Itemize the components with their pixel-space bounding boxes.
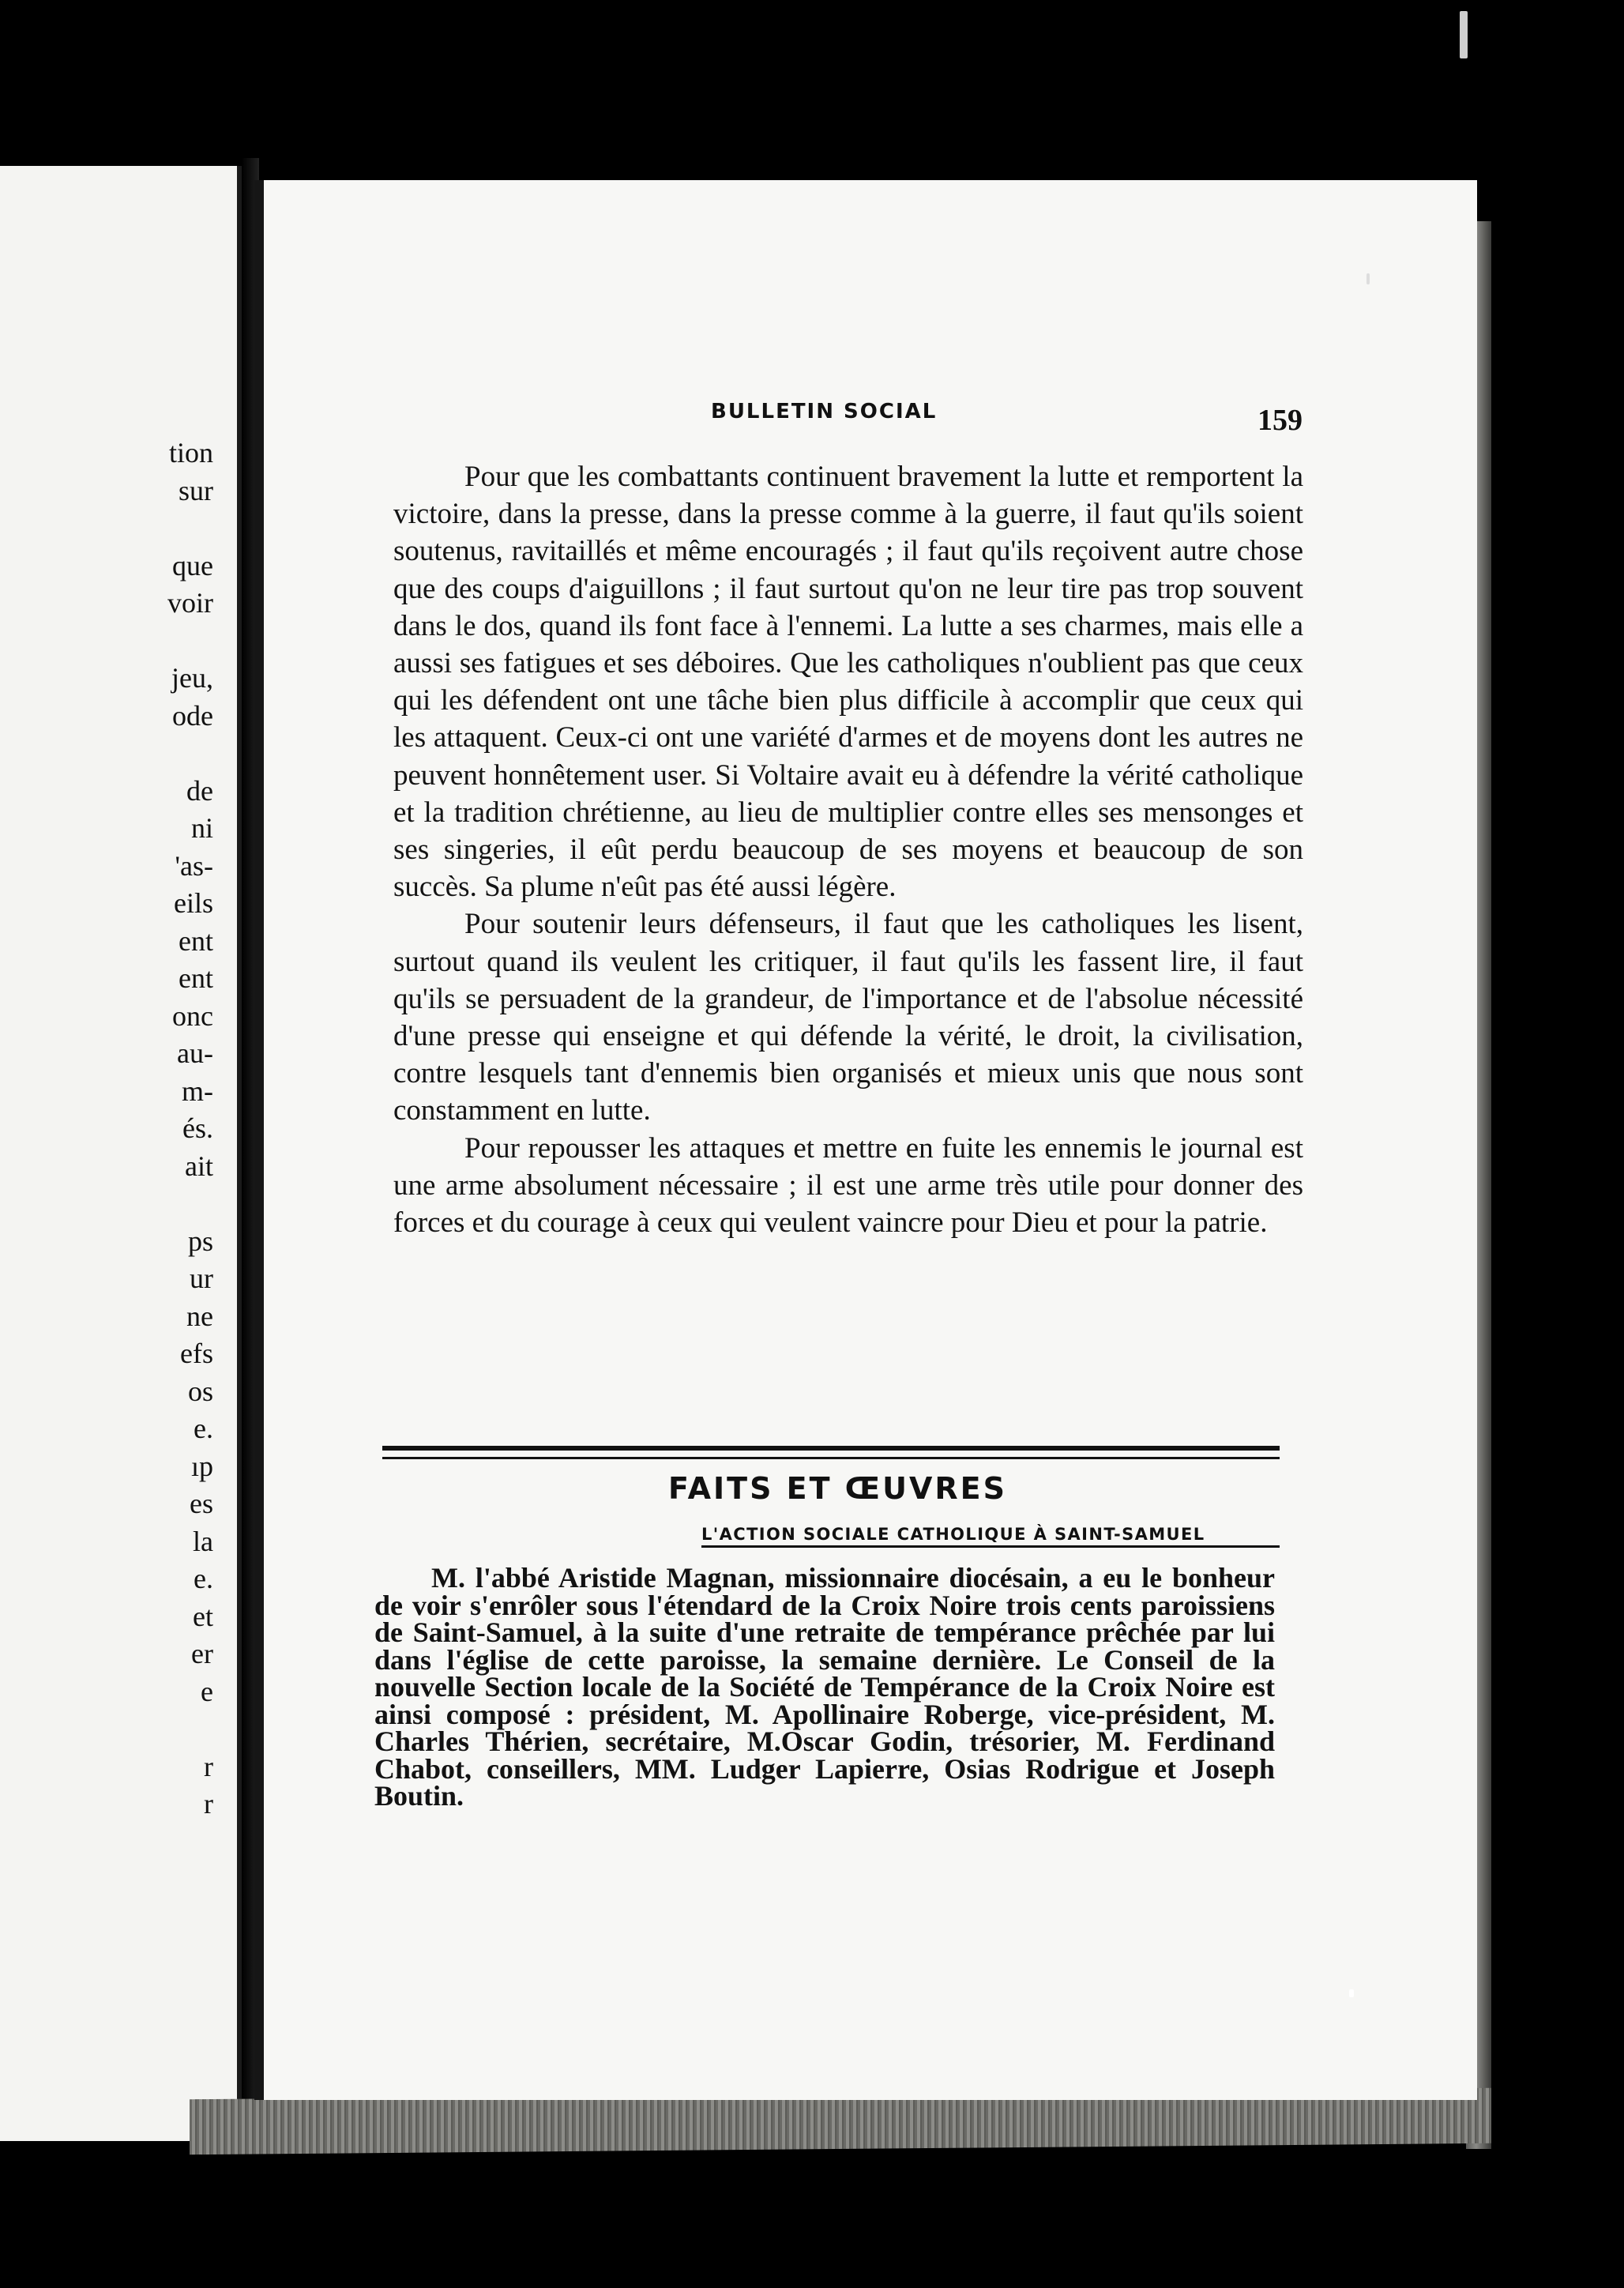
facing-line: ps xyxy=(187,1225,213,1257)
facing-line: que xyxy=(172,549,213,581)
news-item xyxy=(374,1564,1275,1810)
facing-line: m- xyxy=(182,1074,213,1107)
film-mark xyxy=(1460,11,1468,58)
facing-line: e. xyxy=(194,1563,213,1594)
facing-line xyxy=(167,1710,213,1748)
facing-line xyxy=(167,1185,213,1223)
facing-line: 'as- xyxy=(175,849,213,882)
facing-line xyxy=(167,510,213,548)
facing-line: ent xyxy=(179,924,213,957)
facing-line: ne xyxy=(186,1300,213,1332)
facing-line: la xyxy=(193,1525,213,1557)
facing-line: és. xyxy=(182,1112,213,1144)
facing-line: r xyxy=(204,1788,213,1819)
facing-line xyxy=(167,623,213,660)
facing-line: tion xyxy=(168,437,213,469)
body-paragraph: Pour soutenir leurs défenseurs, il faut que les catholiques les lisent, surtout quand ils veulent les critiquer, il faut qu'ils les fassent lire, il faut qu'ils se persuadent de la grandeur, de l'importance et de l'absolue nécessité d'une presse qui enseigne et qui défende la vérité, le droit, la civilisation, contre lesquels tant d'ennemis bien organisés et mieux unis que nous sont constamment en lutte. xyxy=(393,908,1303,1127)
facing-line: voir xyxy=(167,587,213,619)
facing-line: e xyxy=(201,1675,213,1707)
facing-line: sur xyxy=(179,474,213,506)
section-subhead: L'ACTION SOCIALE CATHOLIQUE À SAINT-SAMUEL xyxy=(701,1525,1280,1548)
news-paragraph: M. l'abbé Aristide Magnan, missionnaire diocésain, a eu le bonheur de voir s'enrôler sous l'étendard de la Croix Noire trois cents paroissiens de Saint-Samuel, à la suite d'une retraite de tempérance prêchée par lui dans l'église de cette paroisse, la semaine dernière. Le Conseil de la nouvelle Section locale de la Société de Tempérance de la Croix Noire est ainsi composé : président, M. Apollinaire Roberge, vice-président, M. Charles Thérien, secrétaire, M.Oscar Godin, trésorier, M. Ferdinand Chabot, conseillers, MM. Ludger Lapierre, Osias Rodrigue et Joseph Boutin. xyxy=(374,1562,1275,1812)
facing-line: os xyxy=(187,1375,213,1407)
facing-line: r xyxy=(204,1750,213,1782)
facing-line: ode xyxy=(172,699,213,732)
facing-line: es xyxy=(190,1488,213,1519)
dust-speck xyxy=(1349,1989,1354,1997)
section-divider-thick xyxy=(382,1446,1280,1451)
facing-line: ait xyxy=(185,1150,213,1182)
facing-line: er xyxy=(191,1638,213,1669)
facing-line: ent xyxy=(179,962,213,994)
facing-line: ıp xyxy=(190,1450,213,1482)
facing-line: e. xyxy=(194,1413,213,1444)
article-body xyxy=(393,458,1303,1241)
facing-line: jeu, xyxy=(171,662,213,694)
facing-line: de xyxy=(186,774,213,807)
body-paragraph: Pour que les combattants continuent bravement la lutte et remportent la victoire, dans la presse, dans la presse comme à la guerre, il faut qu'ils soient soutenus, ravitaillés et même encouragés ; il faut qu'ils reçoivent autre chose que des coups d'aiguillons ; il faut surtout qu'on ne leur tire pas trop souvent dans le dos, quand ils font face à l'ennemi. La lutte a ses charmes, mais elle a aussi ses fatigues et ses déboires. Que les catholiques n'oublient pas que ceux qui les défendent ont une tâche bien plus difficile à accomplir que ceux qui les attaquent. Ceux-ci ont une variété d'armes et de moyens dont les autres ne peuvent honnêtement user. Si Voltaire avait eu à défendre la vérité catholique et la tradition chrétienne, au lieu de multiplier contre elles ses mensonges et ses singeries, il eût perdu beaucoup de ses moyens et beaucoup de son succès. Sa plume n'eût pas été aussi légère. xyxy=(393,461,1303,904)
facing-line: ni xyxy=(190,812,213,844)
facing-line: eils xyxy=(174,887,213,919)
dust-speck xyxy=(1366,273,1370,284)
running-head: BULLETIN SOCIAL xyxy=(711,400,938,423)
facing-line xyxy=(167,735,213,773)
body-paragraph: Pour repousser les attaques et mettre en fuite les ennemis le journal est une arme absolument nécessaire ; il est une arme très utile pour donner des forces et du courage à ceux qui veulent vaincre pour Dieu et pour la patrie. xyxy=(393,1131,1303,1240)
facing-page xyxy=(0,166,242,2141)
facing-line: et xyxy=(193,1600,213,1632)
facing-line: au- xyxy=(177,1037,213,1069)
facing-line: efs xyxy=(180,1338,213,1369)
facing-line: onc xyxy=(172,999,213,1032)
section-divider-thin xyxy=(382,1457,1280,1459)
page-number: 159 xyxy=(1257,404,1303,437)
facing-line: ur xyxy=(190,1263,213,1294)
section-title: FAITS ET ŒUVRES xyxy=(668,1471,1007,1506)
facing-page-text xyxy=(167,435,213,1823)
